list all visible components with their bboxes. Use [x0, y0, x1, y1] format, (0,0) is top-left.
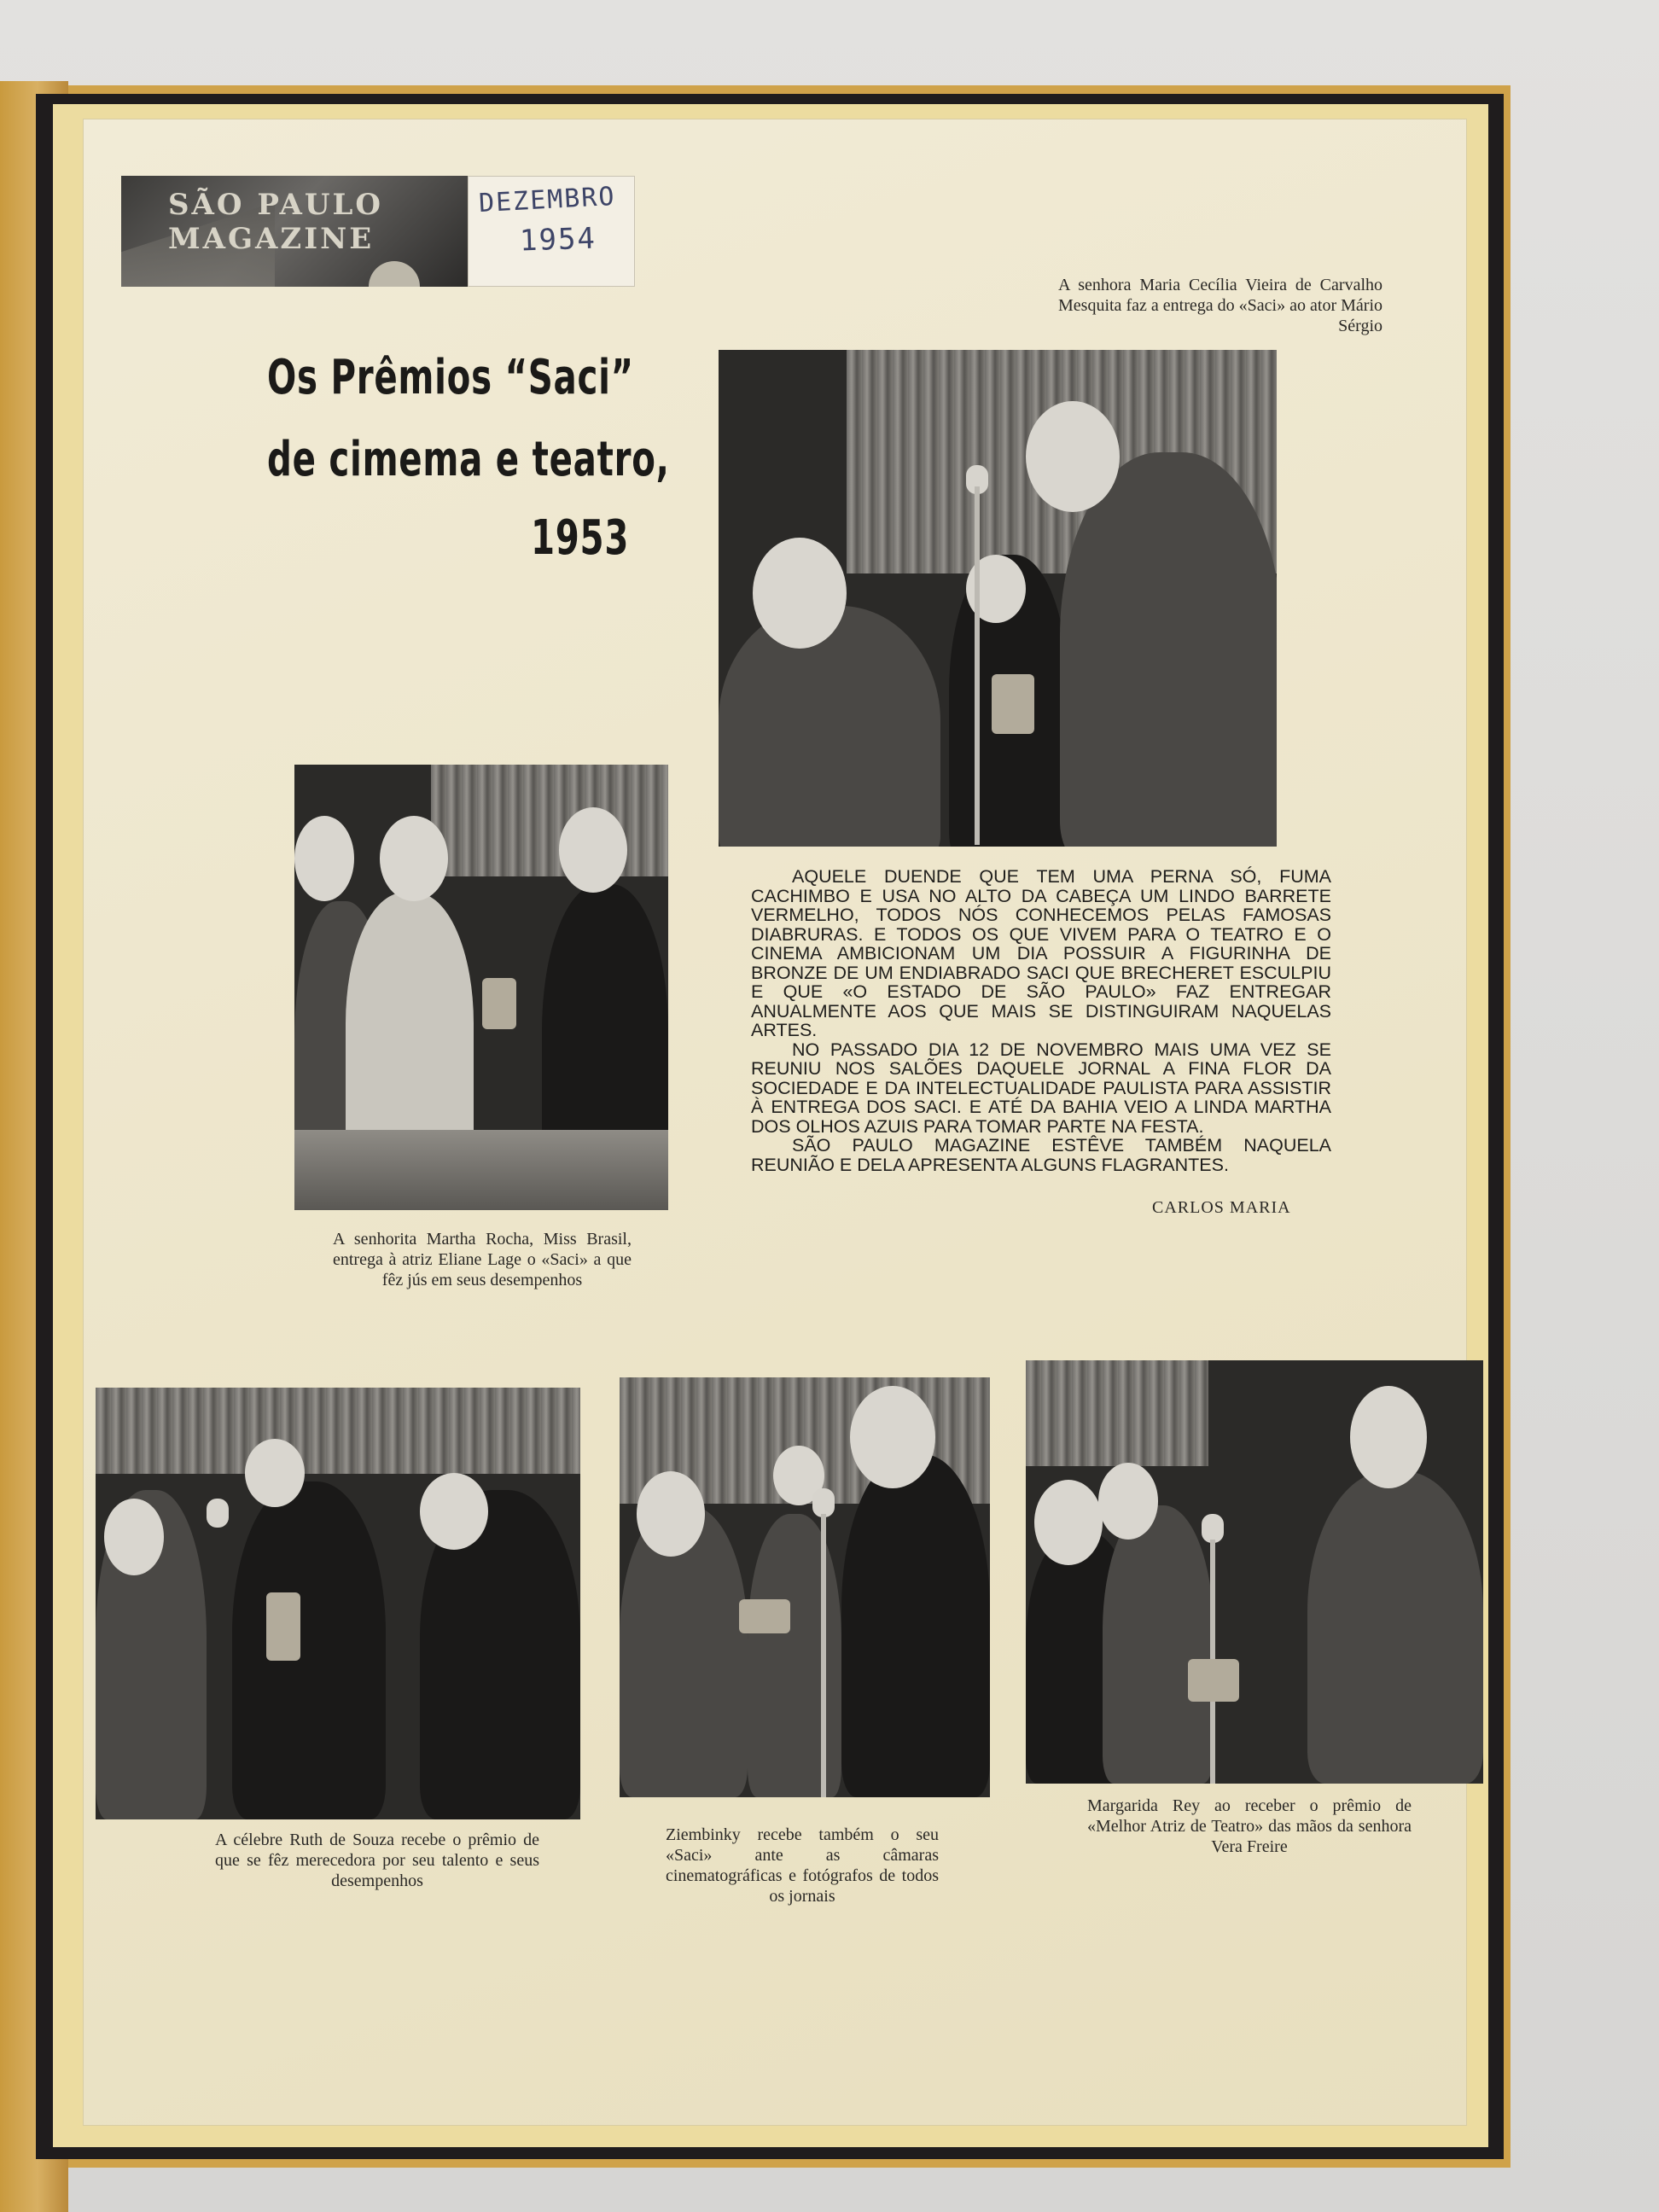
masthead-line-2: MAGAZINE: [168, 222, 375, 256]
handwritten-year: 1954: [519, 221, 597, 259]
photo-figure: [1103, 1505, 1214, 1784]
photo-face: [1034, 1480, 1103, 1565]
caption-ziembinsky: Ziembinky recebe também o seu «Saci» ante as câmaras cinematográficas e fotógrafos de todos os jornais: [666, 1825, 939, 1906]
photo-microphone: [207, 1499, 229, 1528]
photo-face: [294, 816, 354, 901]
photo-figure: [1060, 452, 1277, 847]
photo-saci-statuette: [482, 978, 516, 1029]
photo-figure: [1307, 1471, 1483, 1784]
photo-microphone: [1202, 1514, 1224, 1543]
photo-face: [559, 807, 627, 893]
photo-microphone-stand: [975, 486, 980, 845]
article-title-line-1: Os Prêmios “Saci”: [267, 350, 634, 405]
photo-face: [420, 1473, 488, 1550]
photo-saci-statuette: [992, 674, 1034, 734]
photo-figure: [748, 1514, 841, 1797]
photo-microphone: [812, 1488, 835, 1517]
photo-face: [245, 1439, 305, 1507]
photo-face: [1026, 401, 1120, 512]
caption-top-photo: A senhora Maria Cecília Vieira de Carvalho Mesquita faz a entrega do «Saci» ao ator Mário Sérgio: [1058, 276, 1382, 335]
photo-face: [637, 1471, 705, 1557]
photo-ruth-de-souza: [96, 1388, 580, 1819]
photo-margarida-rey: [1026, 1360, 1483, 1784]
photo-curtain-backdrop: [96, 1388, 580, 1474]
article-title-line-3: 1953: [531, 510, 630, 566]
article-signature: CARLOS MARIA: [1152, 1198, 1291, 1217]
photo-face: [1350, 1386, 1427, 1488]
photo-microphone-stand: [821, 1514, 826, 1797]
photo-figure: [841, 1454, 990, 1797]
article-paragraph-3: SÃO PAULO MAGAZINE ESTÊVE TAMBÉM NAQUELA REUNIÃO E DELA APRESENTA ALGUNS FLAGRANTES.: [751, 1135, 1331, 1175]
photo-martha-rocha: [294, 765, 668, 1210]
photo-face: [1098, 1463, 1158, 1540]
handwritten-month: DEZEMBRO: [478, 181, 617, 219]
caption-margarida-rey: Margarida Rey ao receber o prêmio de «Melhor Atriz de Teatro» das mãos da senhora Vera Freire: [1087, 1796, 1412, 1856]
photo-curtain-backdrop: [431, 765, 668, 876]
caption-miss-brasil: A senhorita Martha Rocha, Miss Brasil, entrega à atriz Eliane Lage o «Saci» a que fêz jús em seus desempenhos: [333, 1230, 632, 1289]
photo-saci-statuette: [739, 1599, 790, 1633]
masthead-line-1: SÃO PAULO: [168, 188, 384, 222]
photo-face: [850, 1386, 935, 1488]
handwritten-date-note: [468, 176, 635, 287]
photo-curtain-backdrop: [1026, 1360, 1208, 1466]
article-title-line-2: de cimema e teatro,: [267, 432, 670, 487]
photo-figure: [719, 606, 940, 847]
magazine-masthead: [121, 176, 468, 287]
photo-saci-statuette: [266, 1592, 300, 1661]
photo-figure: [232, 1481, 386, 1819]
photo-face: [753, 538, 847, 649]
photo-flower-table: [294, 1130, 668, 1210]
photo-face: [104, 1499, 164, 1575]
caption-ruth-de-souza: A célebre Ruth de Souza recebe o prêmio de que se fêz merecedora por seu talento e seus desempenhos: [215, 1831, 539, 1890]
masthead-globe-graphic: [369, 261, 420, 287]
article-body: [751, 867, 1331, 1174]
photo-saci-statuette: [1188, 1659, 1239, 1702]
photo-mario-sergio: [719, 350, 1277, 847]
photo-face: [380, 816, 448, 901]
article-paragraph-2: NO PASSADO DIA 12 DE NOVEMBRO MAIS UMA VEZ SE REUNIU NOS SALÕES DAQUELE JORNAL A FINA FLOR DA SOCIEDADE E DA INTELECTUALIDADE PAULISTA PARA ASSISTIR À ENTREGA DOS SACI. E ATÉ DA BAHIA VEIO A LINDA MARTHA DOS OLHOS AZUIS PARA TOMAR PARTE NA FESTA.: [751, 1039, 1331, 1137]
photo-ziembinsky: [620, 1377, 990, 1797]
article-paragraph-1: AQUELE DUENDE QUE TEM UMA PERNA SÓ, FUMA CACHIMBO E USA NO ALTO DA CABEÇA UM LINDO BARRETE VERMELHO, TODOS NÓS CONHECEMOS PELAS FAMOSAS DIABRURAS. E TODOS OS QUE VIVEM PARA O TEATRO E O CINEMA AMBICIONAM UM DIA POSSUIR A FIGURINHA DE BRONZE DE UM ENDIABRADO SACI QUE BRECHERET ESCULPIU E QUE «O ESTADO DE SÃO PAULO» FAZ ENTREGAR ANUALMENTE AOS QUE MAIS SE DISTINGUIRAM NAQUELAS ARTES.: [751, 866, 1331, 1040]
